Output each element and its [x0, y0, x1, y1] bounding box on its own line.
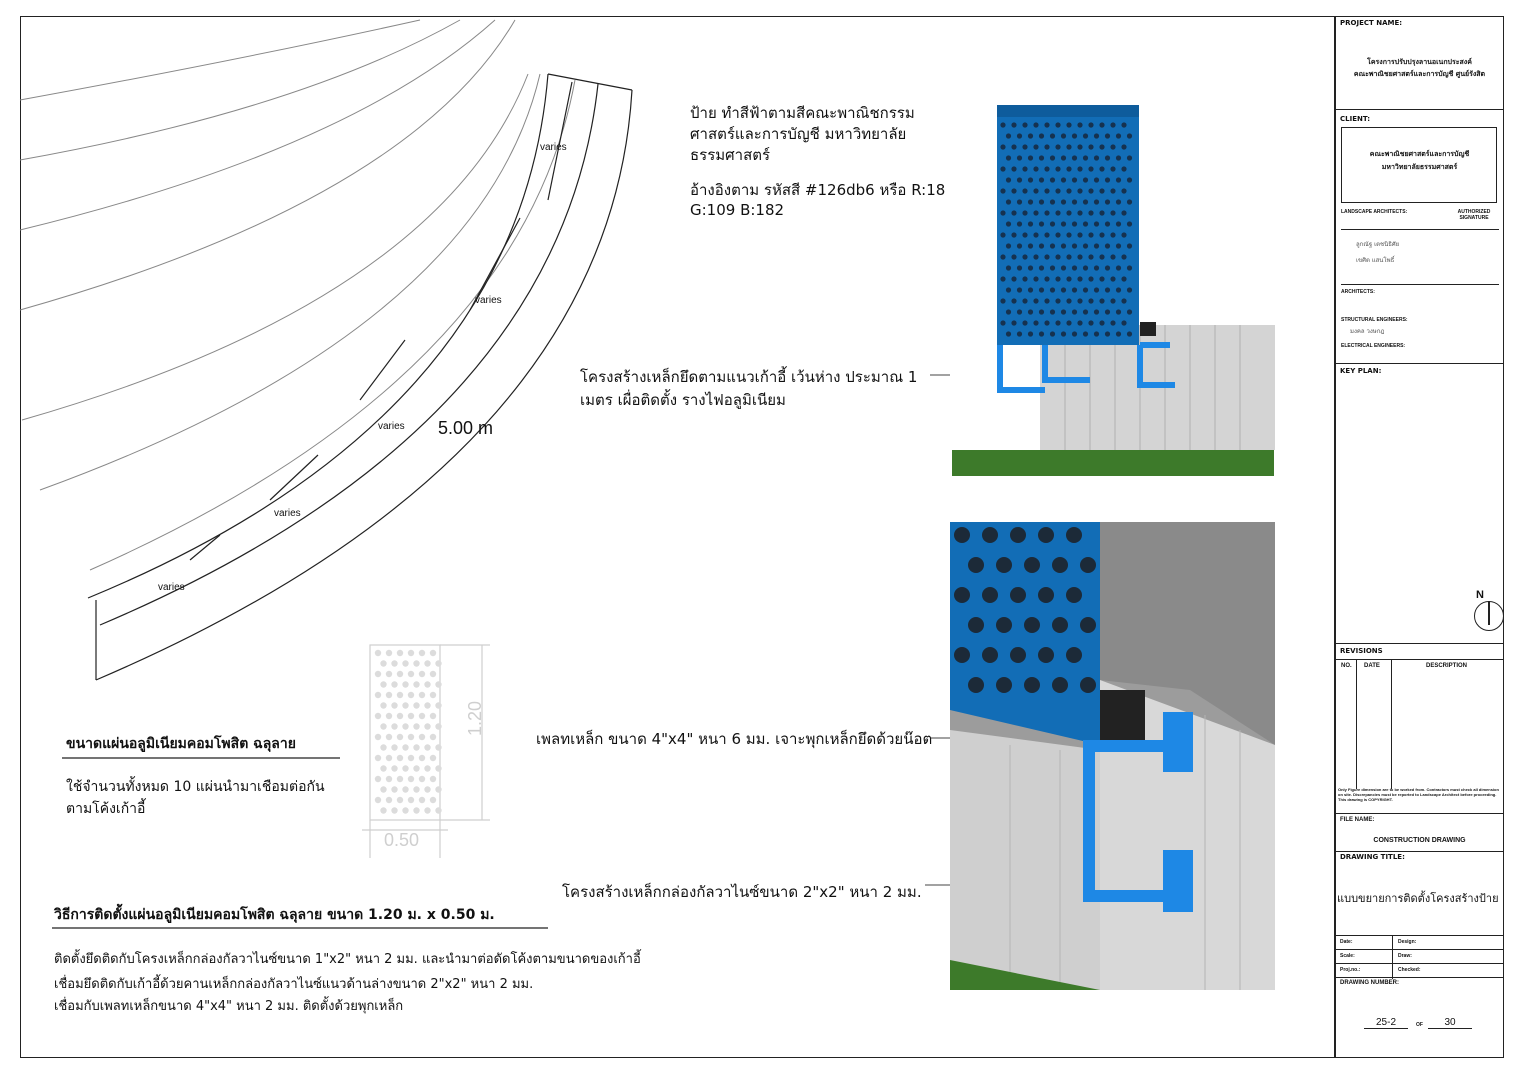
electrical-label: ELECTRICAL ENGINEERS:: [1341, 343, 1406, 349]
drawing-title: แบบขยายการติดตั้งโครงสร้างป้าย: [1337, 892, 1499, 905]
box-steel-note: โครงสร้างเหล็กกล่องกัลวาไนซ์ขนาด 2"x2" หนา 2 มม.: [562, 883, 922, 901]
varies-label: varies: [378, 421, 405, 432]
plate-note: เพลทเหล็ก ขนาด 4"x4" หนา 6 มม. เจาะพุกเหล็กยึดด้วยน๊อต: [536, 730, 933, 748]
color-ref-2: G:109 B:182: [690, 201, 785, 219]
client-name-2: มหาวิทยาลัยธรรมศาสตร์: [1381, 163, 1458, 171]
project-label: PROJECT NAME:: [1340, 19, 1403, 27]
varies-label: varies: [540, 142, 567, 153]
method-line-1: ติดตั้งยึดติดกับโครงเหล็กกล่องกัลวาไนซ์ขนาด 1"x2" หนา 2 มม. และนำมาต่อดัดโค้งตามขนาดของเก้าอี้: [54, 952, 641, 967]
client-name-1: คณะพาณิชยศาสตร์และการบัญชี: [1369, 150, 1470, 158]
rev-no-header: NO.: [1341, 663, 1352, 669]
checked-label: Checked:: [1398, 967, 1421, 973]
keyplan-label: KEY PLAN:: [1340, 367, 1382, 375]
sheet-number: 25-2: [1364, 1017, 1408, 1029]
rev-date-header: DATE: [1364, 663, 1380, 669]
color-ref-1: อ้างอิงตาม รหัสสี #126db6 หรือ R:18: [690, 181, 946, 199]
file-label: FILE NAME:: [1340, 817, 1375, 823]
panel-title: ขนาดแผ่นอลูมิเนียมคอมโพสิต ฉลุลาย: [66, 736, 296, 752]
la-name-2: เขศิต แสนโพธิ์: [1356, 257, 1395, 264]
authorized-label: AUTHORIZED SIGNATURE: [1457, 209, 1491, 221]
rev-desc-header: DESCRIPTION: [1426, 663, 1468, 669]
se-name: มงคล วงษกฎ: [1350, 328, 1385, 335]
proj-label: Proj.no.:: [1340, 967, 1361, 973]
client-label: CLIENT:: [1340, 115, 1371, 123]
method-line-3: เชื่อมกับเพลทเหล็กขนาด 4"x4" หนา 2 มม. ติดตั้งด้วยพุกเหล็ก: [54, 999, 404, 1014]
la-name-1: ลูกณัฐ เตชนิธิศัย: [1356, 241, 1400, 248]
project-name-2: คณะพาณิชยศาสตร์และการบัญชี ศูนย์รังสิต: [1353, 70, 1486, 78]
structural-label: STRUCTURAL ENGINEERS:: [1341, 317, 1408, 323]
title-block: [1335, 16, 1504, 1058]
draw-label: Draw:: [1398, 953, 1412, 959]
radius-dimension: 5.00 m: [438, 418, 494, 438]
date-label: Date:: [1340, 939, 1353, 945]
sign-note-2: ศาสตร์และการบัญชี มหาวิทยาลัย: [690, 125, 907, 143]
method-line-2: เชื่อมยึดติดกับเก้าอี้ด้วยคานเหล็กกล่องกัลวาไนซ์แนวด้านล่างขนาด 2"x2" หนา 2 มม.: [54, 977, 534, 992]
frame-note-1: โครงสร้างเหล็กยึดตามแนวเก้าอี้ เว้นห่าง ประมาณ 1: [580, 368, 918, 386]
architects-label: ARCHITECTS:: [1341, 289, 1375, 295]
panel-desc-2: ตามโค้งเก้าอี้: [66, 801, 146, 817]
method-title: วิธีการติดตั้งแผ่นอลูมิเนียมคอมโพสิต ฉลุลาย ขนาด 1.20 ม. x 0.50 ม.: [54, 907, 495, 923]
scale-label: Scale:: [1340, 953, 1355, 959]
drawing-title-label: DRAWING TITLE:: [1340, 853, 1405, 861]
varies-label: varies: [475, 295, 502, 306]
file-value: CONSTRUCTION DRAWING: [1373, 837, 1466, 844]
north-label: N: [1476, 589, 1484, 601]
sign-note-3: ธรรมศาสตร์: [690, 146, 771, 164]
project-name-1: โครงการปรับปรุงลานอเนกประสงค์: [1367, 58, 1472, 66]
varies-label: varies: [274, 508, 301, 519]
landscape-label: LANDSCAPE ARCHITECTS:: [1341, 209, 1408, 215]
frame-note-2: เมตร เผื่อติดตั้ง รางไฟอลูมิเนียม: [580, 391, 786, 409]
design-label: Design:: [1398, 939, 1417, 945]
varies-label: varies: [158, 582, 185, 593]
sheet-total: 30: [1428, 1017, 1472, 1029]
panel-desc-1: ใช้จำนวนทั้งหมด 10 แผ่นนำมาเชือมต่อกัน: [66, 779, 325, 795]
of-label: OF: [1416, 1022, 1423, 1028]
revisions-label: REVISIONS: [1340, 647, 1383, 655]
sign-note-1: ป้าย ทำสีฟ้าตามสีคณะพาณิชกรรม: [690, 104, 915, 122]
copyright-note: Only Figure dimension are to be worked from. Contractors must check all dimension on site. Discrepancies must be reported to Landscape Architect before proceeding. This drawing is COPYRIGHT.: [1338, 787, 1499, 802]
height-dimension: 1.20: [465, 700, 486, 737]
width-dimension: 0.50: [384, 830, 420, 850]
number-label: DRAWING NUMBER:: [1340, 980, 1399, 986]
